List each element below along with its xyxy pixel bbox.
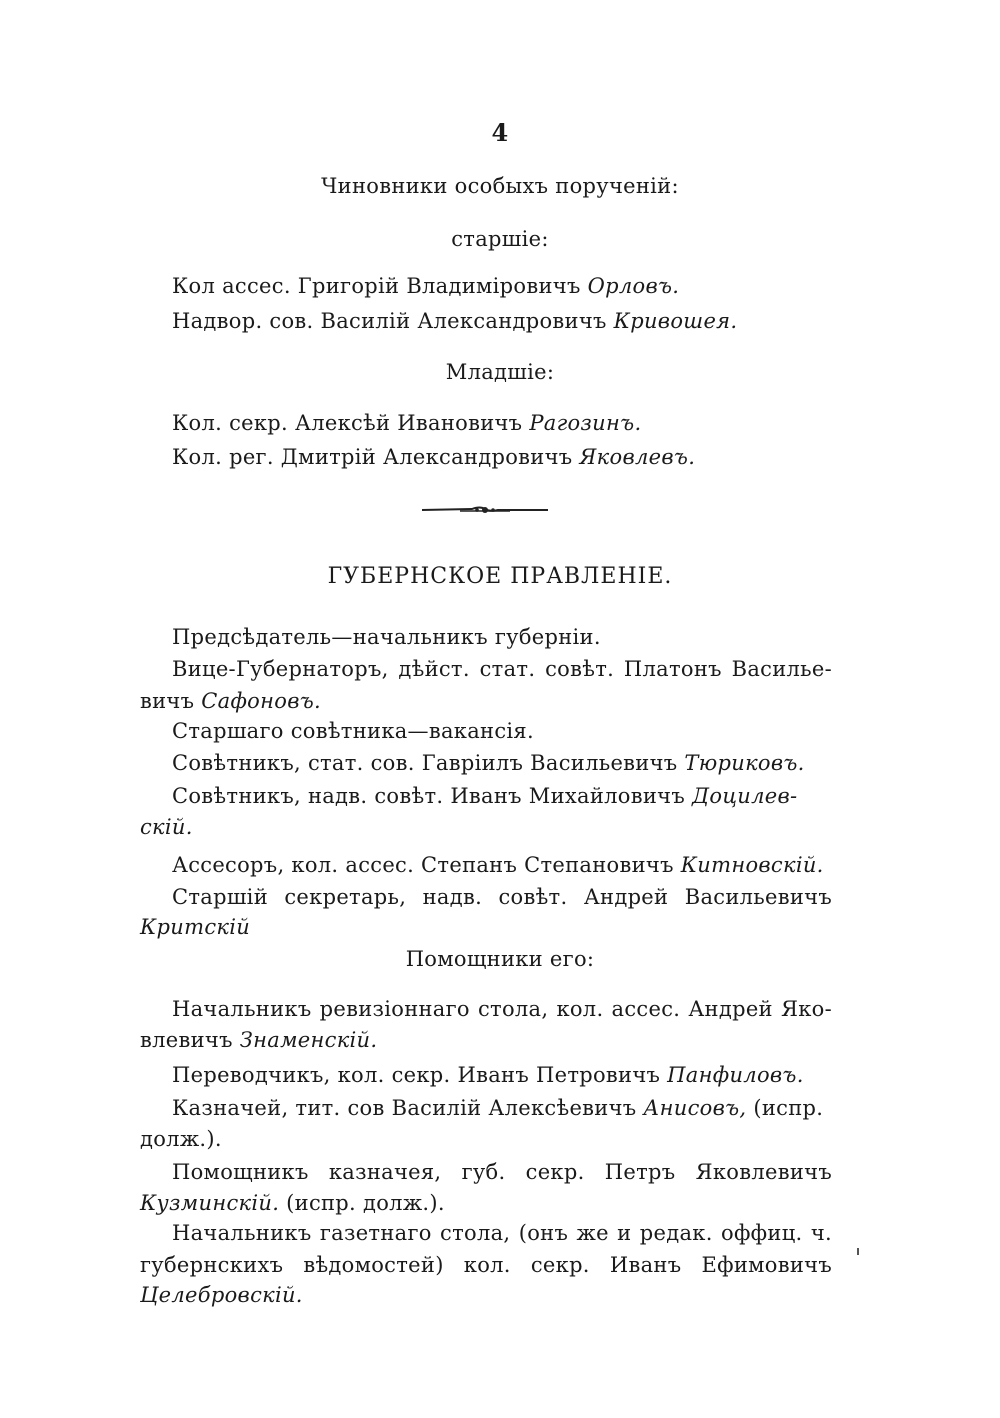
subheading-junior: Младшіе:: [445, 360, 555, 384]
text-line: губернскихъ вѣдомостей) кол. секр. Иванъ Ефимовичъ: [140, 1253, 832, 1277]
surname: скій.: [140, 815, 193, 839]
text-line: Помощникъ казначея, губ. секр. Петръ Яковлевичъ: [172, 1160, 832, 1184]
text-line: [172, 1093, 832, 1123]
surname: Яковлевъ.: [579, 445, 696, 469]
text-line: [140, 1280, 800, 1310]
text-line: Старшаго совѣтника—вакансія.: [172, 719, 534, 743]
section-title-officials: Чиновники особыхъ порученій:: [321, 174, 679, 198]
text-prefix: Кол. рег. Дмитрій Александровичъ: [172, 445, 580, 469]
surname: Доцилев-: [692, 784, 798, 808]
text-prefix: Совѣтникъ, надв. совѣт. Иванъ Михайловичъ: [172, 784, 692, 808]
surname: Знаменскій.: [239, 1028, 378, 1052]
text-line: [140, 912, 800, 942]
text-prefix: вичъ: [140, 689, 202, 713]
text-line: [172, 850, 832, 880]
text-line: Начальникъ газетнаго стола, (онъ же и редак. оффиц. ч.: [172, 1221, 832, 1245]
surname: Панфиловъ.: [667, 1063, 804, 1087]
text-line: [172, 1060, 832, 1090]
ornament-divider: [420, 502, 550, 518]
text-prefix: влевичъ: [140, 1028, 240, 1052]
text-line: [172, 408, 832, 438]
text-suffix: (испр. долж.).: [279, 1191, 445, 1215]
text-prefix: Совѣтникъ, стат. сов. Гавріилъ Васильевичъ: [172, 751, 685, 775]
surname: Кривошея.: [613, 309, 738, 333]
text-line: [172, 748, 832, 778]
surname: Анисовъ,: [643, 1096, 747, 1120]
text-line: [140, 686, 800, 716]
surname: Целебровскій.: [140, 1283, 303, 1307]
text-prefix: Ассесоръ, кол. ассес. Степанъ Степановичъ: [172, 853, 681, 877]
text-line: [172, 781, 832, 811]
surname: Кузминскій.: [140, 1191, 280, 1215]
text-line: [172, 306, 832, 336]
text-line: [140, 1188, 800, 1218]
section-title-board: ГУБЕРНСКОЕ ПРАВЛЕНІЕ.: [327, 564, 673, 589]
text-line: Начальникъ ревизіоннаго стола, кол. ассес. Андрей Яко-: [172, 997, 832, 1021]
text-prefix: Переводчикъ, кол. секр. Иванъ Петровичъ: [172, 1063, 668, 1087]
subheading-assistants: Помощники его:: [405, 947, 595, 971]
text-line: [172, 442, 832, 472]
page-number: 4: [491, 118, 509, 147]
text-line: [140, 812, 800, 842]
surname: Китновскій.: [680, 853, 824, 877]
text-line: Вице-Губернаторъ, дѣйст. стат. совѣт. Платонъ Василье-: [172, 657, 832, 681]
text-prefix: Кол ассес. Григорій Владиміровичъ: [172, 274, 588, 298]
text-prefix: Кол. секр. Алексѣй Ивановичъ: [172, 411, 530, 435]
subheading-senior: старшіе:: [451, 227, 549, 251]
text-line: [140, 1025, 800, 1055]
surname: Орловъ.: [587, 274, 680, 298]
text-line: долж.).: [140, 1127, 222, 1151]
text-line: Предсѣдатель—начальникъ губерніи.: [172, 625, 601, 649]
text-prefix: Казначей, тит. сов Василій Алексѣевичъ: [172, 1096, 644, 1120]
stray-mark: [857, 1248, 859, 1255]
surname: Тюриковъ.: [684, 751, 805, 775]
surname: Рагозинъ.: [529, 411, 642, 435]
text-suffix: (испр.: [746, 1096, 824, 1120]
text-line: [172, 271, 832, 301]
surname: Сафоновъ.: [201, 689, 321, 713]
text-prefix: Надвор. сов. Василій Александровичъ: [172, 309, 614, 333]
surname: Критскій: [140, 915, 251, 939]
text-line: Старшій секретарь, надв. совѣт. Андрей Васильевичъ: [172, 885, 832, 909]
